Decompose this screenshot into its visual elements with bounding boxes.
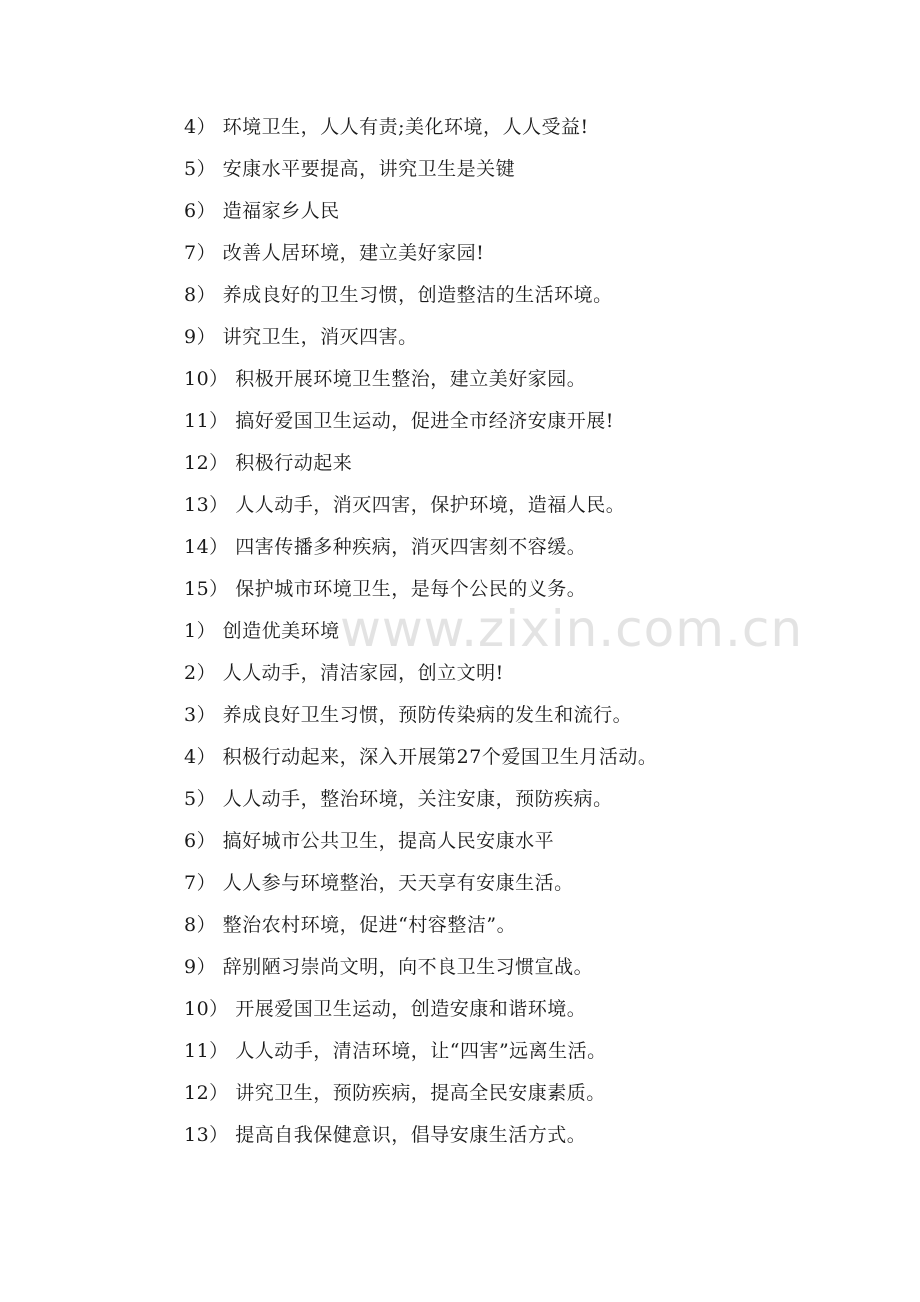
item-number: 12） bbox=[184, 1082, 229, 1104]
item-text: 讲究卫生，预防疾病，提高全民安康素质。 bbox=[235, 1082, 606, 1104]
item-text: 改善人居环境，建立美好家园! bbox=[222, 242, 485, 264]
item-text: 搞好城市公共卫生，提高人民安康水平 bbox=[222, 830, 555, 852]
list-item bbox=[184, 1118, 657, 1160]
item-number: 7） bbox=[184, 242, 217, 264]
item-number: 7） bbox=[184, 872, 217, 894]
list-item bbox=[184, 236, 657, 278]
list-item bbox=[184, 446, 657, 488]
item-number: 11） bbox=[184, 410, 229, 432]
list-item bbox=[184, 740, 657, 782]
list-item bbox=[184, 572, 657, 614]
item-number: 4） bbox=[184, 116, 217, 138]
list-item bbox=[184, 1076, 657, 1118]
item-text: 创造优美环境 bbox=[222, 620, 340, 642]
item-text: 造福家乡人民 bbox=[222, 200, 340, 222]
list-item bbox=[184, 782, 657, 824]
list-item bbox=[184, 488, 657, 530]
item-number: 6） bbox=[184, 830, 217, 852]
item-number: 10） bbox=[184, 998, 229, 1020]
item-number: 11） bbox=[184, 1040, 229, 1062]
list-item bbox=[184, 866, 657, 908]
item-number: 15） bbox=[184, 578, 229, 600]
item-text: 人人动手，清洁环境，让“四害”远离生活。 bbox=[235, 1040, 607, 1062]
item-number: 8） bbox=[184, 914, 217, 936]
list-item bbox=[184, 362, 657, 404]
item-text: 养成良好的卫生习惯，创造整洁的生活环境。 bbox=[222, 284, 613, 306]
list-item bbox=[184, 278, 657, 320]
item-text: 整治农村环境，促进“村容整洁”。 bbox=[222, 914, 517, 936]
item-number: 12） bbox=[184, 452, 229, 474]
item-text: 积极行动起来 bbox=[235, 452, 353, 474]
item-text: 讲究卫生，消灭四害。 bbox=[222, 326, 418, 348]
item-text: 提高自我保健意识，倡导安康生活方式。 bbox=[235, 1124, 587, 1146]
list-item bbox=[184, 320, 657, 362]
item-text: 积极开展环境卫生整治，建立美好家园。 bbox=[235, 368, 587, 390]
item-number: 13） bbox=[184, 1124, 229, 1146]
item-number: 8） bbox=[184, 284, 217, 306]
item-number: 9） bbox=[184, 326, 217, 348]
list-item bbox=[184, 992, 657, 1034]
item-number: 4） bbox=[184, 746, 217, 768]
item-number: 13） bbox=[184, 494, 229, 516]
item-text: 四害传播多种疾病，消灭四害刻不容缓。 bbox=[235, 536, 587, 558]
watermark: www.zixin.com.cn bbox=[340, 600, 804, 658]
item-number: 5） bbox=[184, 158, 217, 180]
list-item bbox=[184, 110, 657, 152]
item-number: 9） bbox=[184, 956, 217, 978]
item-text: 养成良好卫生习惯，预防传染病的发生和流行。 bbox=[222, 704, 633, 726]
item-number: 1） bbox=[184, 620, 217, 642]
item-number: 14） bbox=[184, 536, 229, 558]
list-item bbox=[184, 614, 657, 656]
list-item bbox=[184, 698, 657, 740]
list-item bbox=[184, 908, 657, 950]
item-number: 5） bbox=[184, 788, 217, 810]
item-number: 10） bbox=[184, 368, 229, 390]
list-item bbox=[184, 530, 657, 572]
item-number: 2） bbox=[184, 662, 217, 684]
list-item bbox=[184, 950, 657, 992]
list-item bbox=[184, 152, 657, 194]
item-text: 人人动手，整治环境，关注安康，预防疾病。 bbox=[222, 788, 613, 810]
item-text: 积极行动起来，深入开展第27个爱国卫生月活动。 bbox=[222, 746, 658, 768]
item-text: 环境卫生，人人有责;美化环境，人人受益! bbox=[222, 116, 589, 138]
item-text: 人人动手，消灭四害，保护环境，造福人民。 bbox=[235, 494, 626, 516]
item-text: 人人动手，清洁家园，创立文明! bbox=[222, 662, 504, 684]
slogan-list bbox=[184, 110, 657, 1160]
item-number: 3） bbox=[184, 704, 217, 726]
item-text: 保护城市环境卫生，是每个公民的义务。 bbox=[235, 578, 587, 600]
item-text: 开展爱国卫生运动，创造安康和谐环境。 bbox=[235, 998, 587, 1020]
item-text: 搞好爱国卫生运动，促进全市经济安康开展! bbox=[235, 410, 614, 432]
item-text: 辞别陋习崇尚文明，向不良卫生习惯宣战。 bbox=[222, 956, 594, 978]
list-item bbox=[184, 194, 657, 236]
list-item bbox=[184, 656, 657, 698]
list-item bbox=[184, 404, 657, 446]
list-item bbox=[184, 1034, 657, 1076]
item-text: 安康水平要提高，讲究卫生是关键 bbox=[222, 158, 516, 180]
item-text: 人人参与环境整治，天天享有安康生活。 bbox=[222, 872, 574, 894]
item-number: 6） bbox=[184, 200, 217, 222]
list-item bbox=[184, 824, 657, 866]
